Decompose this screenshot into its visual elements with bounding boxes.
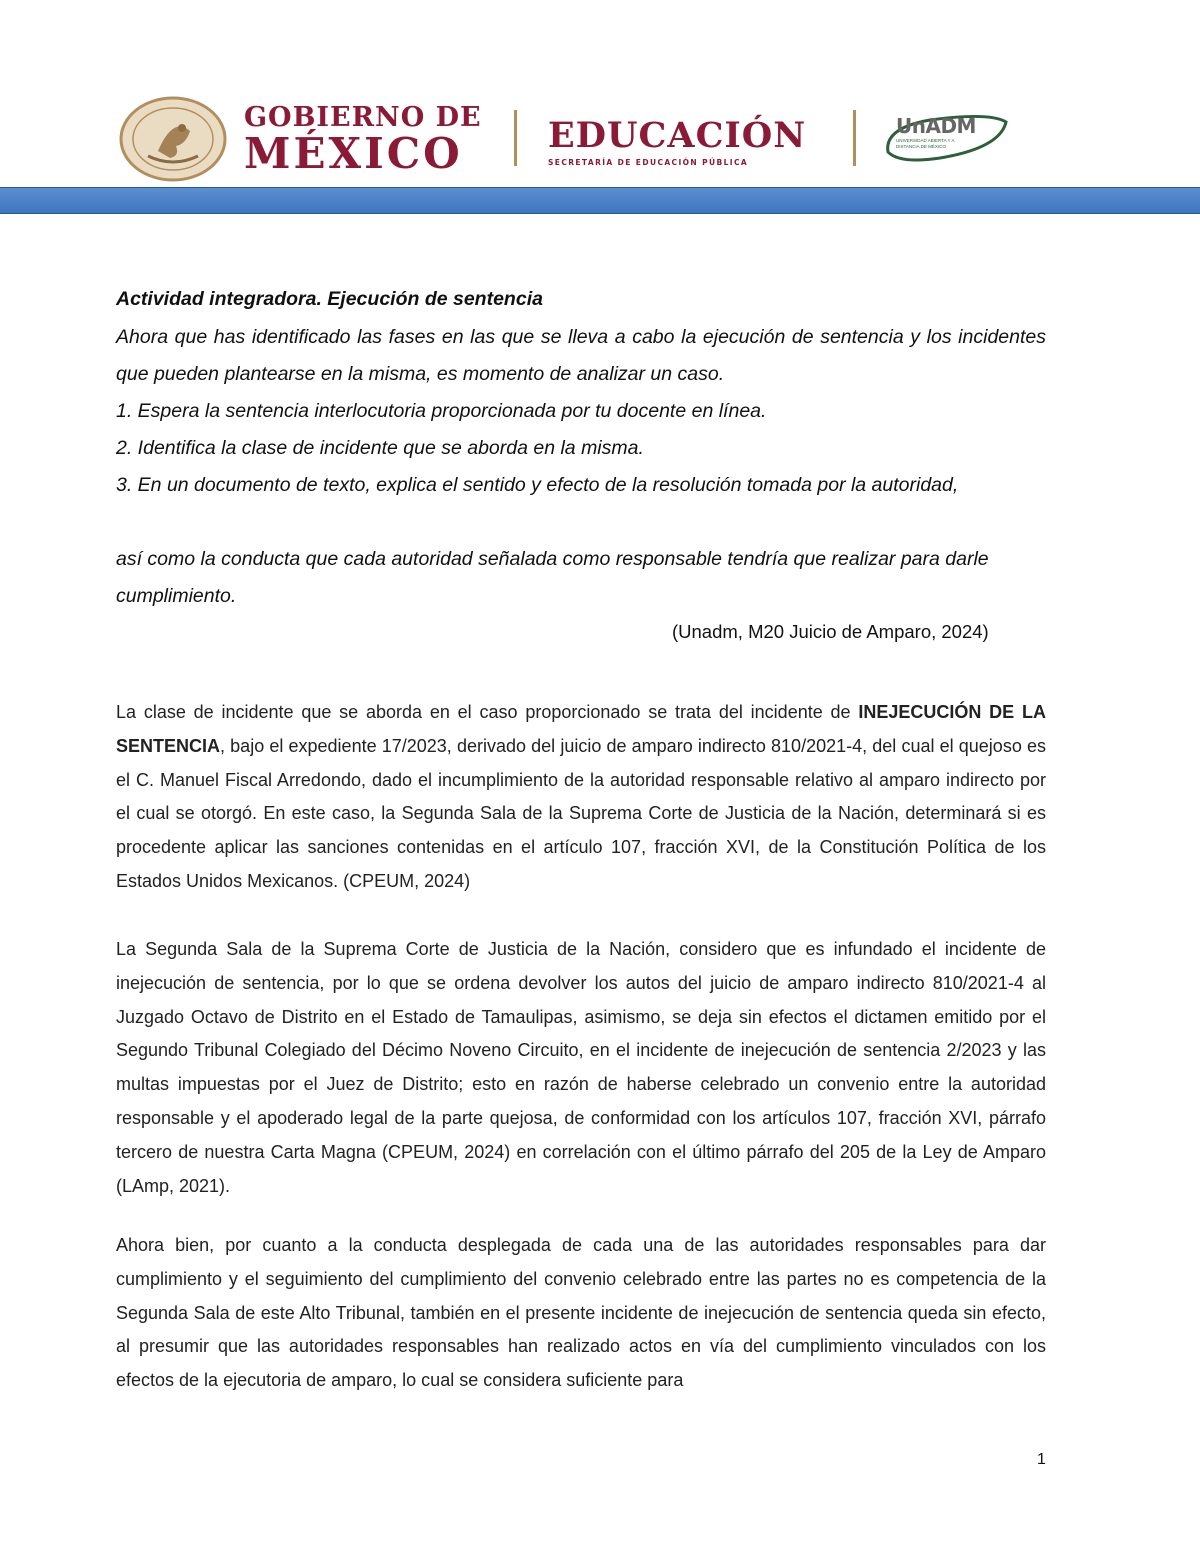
header-blue-bar [0,187,1200,214]
body-paragraph-1 [116,696,1046,899]
citation: (Unadm, M20 Juicio de Amparo, 2024) [672,621,989,642]
activity-title: Actividad integradora. Ejecución de sentencia [116,288,543,310]
gobierno-line2: MÉXICO [244,129,463,178]
educacion-logo [548,115,807,167]
body-paragraph-2: La Segunda Sala de la Suprema Corte de Justicia de la Nación, considero que es infundado el incidente de inejecución de sentencia, por lo que se ordena devolver los autos del juicio de amparo indirecto 810/2021-4 al Juzgado Octavo de Distrito en el Estado de Tamaulipas, asimismo, se deja sin efectos el dictamen emitido por el Segundo Tribunal Colegiado del Décimo Noveno Circuito, en el incidente de inejecución de sentencia 2/2023 y las multas impuestas por el Juez de Distrito; esto en razón de haberse celebrado un convenio entre la autoridad responsable y el apoderado legal de la parte quejosa, de conformidad con los artículos 107, fracción XVI, párrafo tercero de nuestra Carta Magna (CPEUM, 2024) en correlación con el último párrafo del 205 de la Ley de Amparo (LAmp, 2021). [116,939,1046,1196]
activity-step-3: 3. En un documento de texto, explica el sentido y efecto de la resolución tomada por la autoridad, [116,474,959,496]
educacion-title: EDUCACIÓN [548,115,807,156]
p1-text-after: , bajo el expediente 17/2023, derivado del juicio de amparo indirecto 810/2021-4, del cual el quejoso es el C. Manuel Fiscal Arredondo, dado el incumplimiento de la autoridad responsable relativo al amparo indirecto por el cual se otorgó. En este caso, la Segunda Sala de la Suprema Corte de Justicia de la Nación, determinará si es procedente aplicar las sanciones contenidas en el artículo 107, fracción XVI, de la Constitución Política de los Estados Unidos Mexicanos. (CPEUM, 2024) [116,735,1046,891]
body-paragraph-3: Ahora bien, por cuanto a la conducta desplegada de cada una de las autoridades responsables para dar cumplimiento y el seguimiento del cumplimiento del convenio celebrado entre las partes no es competencia de la Segunda Sala de este Alto Tribunal, también en el presente incidente de inejecución de sentencia queda sin efecto, al presumir que las autoridades responsables han realizado actos en vía del cumplimiento vinculados con los efectos de la ejecutoria de amparo, lo cual se considera suficiente para [116,1235,1046,1391]
coat-of-arms-icon [118,96,228,182]
activity-step-1: 1. Espera la sentencia interlocutoria proporcionada por tu docente en línea. [116,400,767,422]
activity-step-2: 2. Identifica la clase de incidente que se aborda en la misma. [116,437,644,459]
activity-intro: Ahora que has identificado las fases en las que se lleva a cabo la ejecución de sentencia y los incidentes que pueden plantearse en la misma, es momento de analizar un caso. [116,326,1046,385]
logo-divider [853,110,856,166]
unadm-logo-text: UnADM [896,114,976,138]
p1-text-before: La clase de incidente que se aborda en el caso proporcionado se trata del incidente de [116,702,859,722]
educacion-subtitle: SECRETARÍA DE EDUCACIÓN PÚBLICA [548,158,749,167]
gobierno-line1: GOBIERNO DE [244,102,482,133]
activity-step-3-continuation: así como la conducta que cada autoridad señalada como responsable tendría que realizar para darle cumplimiento. [116,548,989,607]
page-number: 1 [1037,1451,1046,1468]
document-header [0,0,1200,215]
unadm-subtitle: UNIVERSIDAD ABIERTA Y A DISTANCIA DE MÉXICO [896,138,955,149]
gobierno-de-mexico-logo [244,102,482,178]
p1-bold-incident: INEJECUCIÓN DE LA SENTENCIA [116,702,1046,756]
logo-divider [514,110,517,166]
